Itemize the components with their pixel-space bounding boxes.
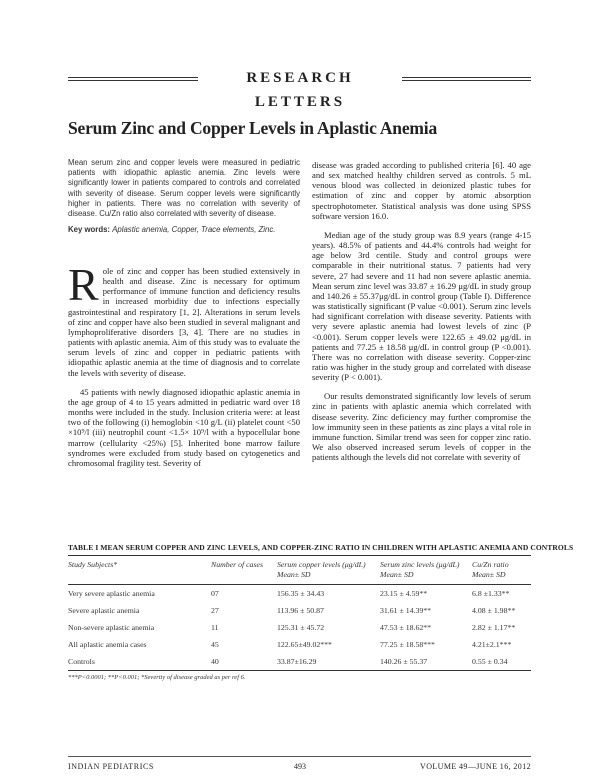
header-number-of-cases: Number of cases — [211, 560, 263, 569]
cell-subject: Severe aplastic anemia — [68, 606, 140, 615]
cell-subject: Non-severe aplastic anemia — [68, 623, 155, 632]
intro-text: ole of zinc and copper has been studied extensively in health and disease. Zinc is necessary for optimum performance of immune function and deficiency results in increased morbidity due to infections especially gastrointestinal and respiratory [1, 2]. Alterations in serum levels of zinc and copper have also been studied in several malignant and lymphoproliferative disorders [3, 4]. There are no studies in patients with aplastic anemia. Aim of this study was to evaluate the serum levels of zinc and copper in pediatric patients with idiopathic aplastic anemia at the time of diagnosis and to correlate the levels with severity of disease. — [68, 266, 300, 378]
cell-copper: 33.87±16.29 — [277, 657, 317, 666]
cell-cases: 45 — [211, 640, 219, 649]
keywords-label: Key words: — [68, 225, 111, 234]
article-title: Serum Zinc and Copper Levels in Aplastic Anemia — [68, 118, 437, 138]
cell-zinc: 140.26 ± 55.37 — [380, 657, 428, 666]
cell-copper: 125.31 ± 45.72 — [277, 623, 325, 632]
cell-cases: 11 — [211, 623, 219, 632]
table-caption: TABLE I MEAN SERUM COPPER AND ZINC LEVELS, AND COPPER-ZINC RATIO IN CHILDREN WITH APLASTIC ANEMIA AND CONTROLS — [68, 543, 574, 552]
left-column — [68, 259, 300, 477]
right-column — [312, 160, 531, 471]
cell-ratio: 0.55 ± 0.34 — [472, 657, 508, 666]
section-label: RESEARCH LETTERS — [198, 66, 402, 90]
table-row — [68, 585, 531, 603]
cell-zinc: 23.15 ± 4.59** — [380, 589, 428, 598]
cell-ratio: 6.8 ±1.33** — [472, 589, 510, 598]
cell-ratio: 4.08 ± 1.98** — [472, 606, 516, 615]
header-study-subjects: Study Subjects* — [68, 560, 118, 569]
table-row — [68, 602, 531, 619]
methods-paragraph: 45 patients with newly diagnosed idiopathic aplastic anemia in the age group of 4 to 15 years admitted in pediatric ward over 18 months were included in the study. Inclusion criteria were: at least two of the following (i) hemoglobin <10 g/L (ii) platelet count <50 ×10⁹/l (iii) neutrophil count <1.5× 10⁹/l with a hypocellular bone marrow (cellularity <25%) [5]. Inherited bone marrow failure syndromes were excluded from study based on cytogenetics and chromosomal fragility test. Severity of — [68, 386, 300, 468]
volume-date: VOLUME 49—JUNE 16, 2012 — [420, 762, 531, 771]
table-header-row — [68, 556, 531, 585]
footer-rule — [68, 756, 531, 757]
cell-zinc: 47.53 ± 18.62** — [380, 623, 432, 632]
table-row — [68, 636, 531, 653]
intro-paragraph — [68, 259, 300, 378]
cell-cases: 27 — [211, 606, 219, 615]
cell-subject: All aplastic anemia cases — [68, 640, 147, 649]
header-serum-copper: Serum copper levels (μg/dL) Mean± SD — [277, 560, 366, 579]
table-container — [68, 543, 574, 681]
cell-zinc: 31.61 ± 14.39** — [380, 606, 432, 615]
page-number: 493 — [294, 762, 306, 771]
cell-ratio: 2.82 ± 1.17** — [472, 623, 516, 632]
cell-cases: 07 — [211, 589, 219, 598]
results-table — [68, 555, 531, 671]
keywords-list: Aplastic anemia, Copper, Trace elements, Zinc. — [112, 225, 276, 234]
abstract: Mean serum zinc and copper levels were measured in pediatric patients with idiopathic aplastic anemia. Zinc levels were significantly lower in patients compared to controls and correlated with severity of disease. Serum copper levels were significantly higher in patients. There was no correlation with severity of disease. Cu/Zn ratio also correlated with severity of disease. — [68, 158, 300, 219]
table-footnote: ***P<0.0001; **P<0.001; *Severity of disease graded as per ref 6. — [68, 674, 246, 681]
cell-copper: 113.96 ± 50.87 — [277, 606, 324, 615]
discussion-paragraph: Our results demonstrated significantly low levels of serum zinc in patients with aplastic anemia which correlated with disease severity. Zinc deficiency may further compromise the low immunity seen in these patients as zinc plays a vital role in immune function. Similar trend was seen for copper zinc ratio. We also observed increased serum levels of copper in the patients although the levels did not correlate with severity of — [312, 391, 531, 463]
methods-continued-paragraph: disease was graded according to published criteria [6]. 40 age and sex matched healthy children served as controls. 5 mL venous blood was collected in deionized plastic tubes for estimation of zinc and copper by atomic absorption spectrophotometer. Statistical analysis was done using SPSS software version 16.0. — [312, 160, 531, 221]
drop-cap: R — [68, 259, 99, 310]
table-row — [68, 619, 531, 636]
results-paragraph: Median age of the study group was 8.9 years (range 4-15 years). 48.5% of patients and 44.4% controls had weight for age below 3rd centile. Study and control groups were comparable in their nutritional status. 7 patients had very severe, 27 had severe and 11 had non severe aplastic anemia. Mean serum zinc level was 33.87 ± 16.29 μg/dL in study group and 140.26 ± 55.37μg/dL in control group (Table I). Difference was statistically significant (P value <0.001). Serum zinc levels had significant correlation with disease severity. Patients with very severe aplastic anemia had lowest levels of zinc (P <0.001). Serum copper levels were 122.65 ± 49.02 μg/dL in patients and 77.25 ± 18.58 μg/dL in control group (P <0.001). There was no correlation with disease severity. Copper-zinc ratio was higher in the study group and correlated with disease severity (P < 0.001). — [312, 229, 531, 383]
cell-zinc: 77.25 ± 18.58*** — [380, 640, 435, 649]
header-cu-zn-ratio: Cu/Zn ratio Mean± SD — [472, 560, 509, 579]
header-serum-zinc: Serum zinc levels (μg/dL) Mean± SD — [380, 560, 460, 579]
cell-ratio: 4.21±2.1*** — [472, 640, 512, 649]
cell-subject: Very severe aplastic anemia — [68, 589, 155, 598]
cell-subject: Controls — [68, 657, 95, 666]
keywords — [68, 225, 300, 235]
cell-cases: 40 — [211, 657, 219, 666]
cell-copper: 122.65±49.02*** — [277, 640, 332, 649]
cell-copper: 156.35 ± 34.43 — [277, 589, 325, 598]
table-row — [68, 653, 531, 671]
journal-name: INDIAN PEDIATRICS — [68, 762, 154, 771]
